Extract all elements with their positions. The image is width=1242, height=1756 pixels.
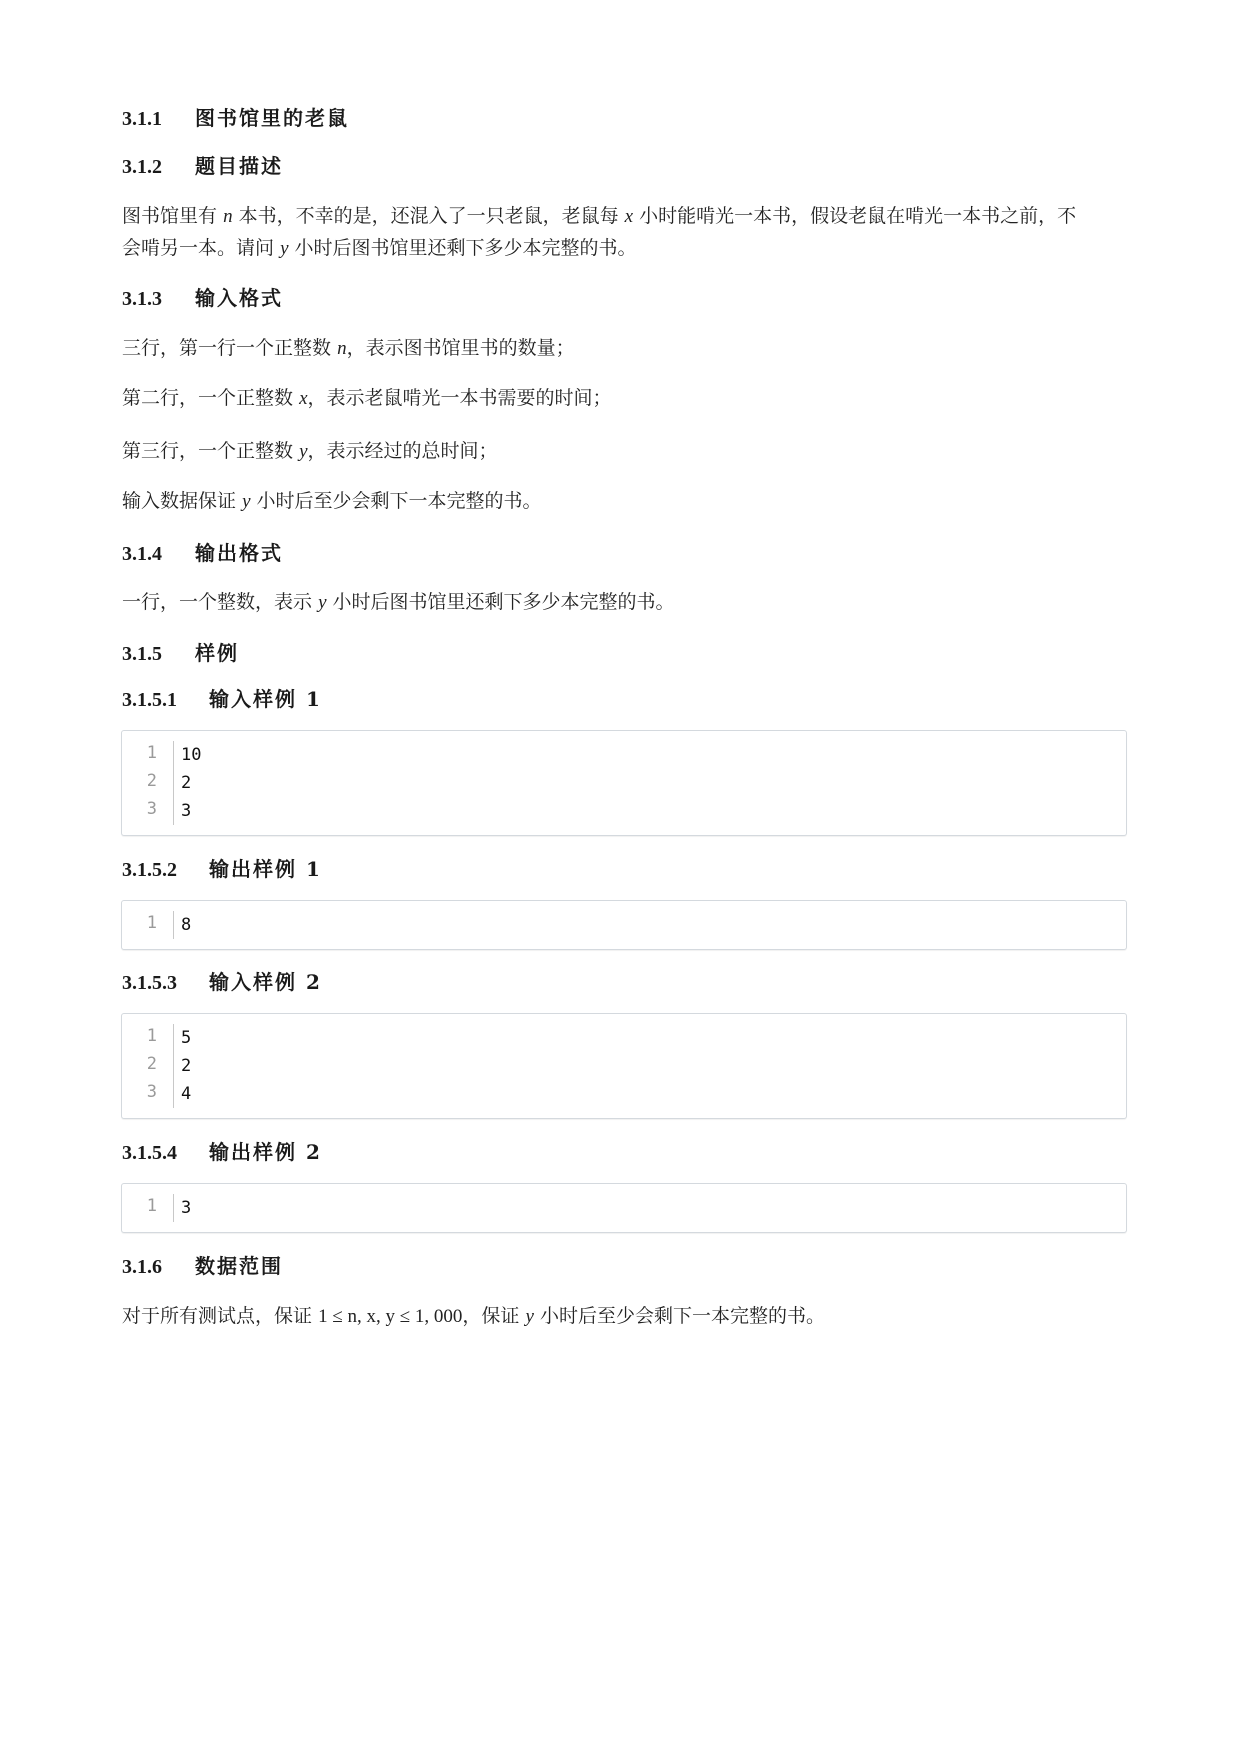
sample-2-input-heading bbox=[122, 969, 322, 996]
description-heading bbox=[122, 153, 283, 180]
math-constraint: 1 ≤ n, x, y ≤ 1, 000 bbox=[318, 1306, 463, 1327]
section-title: 输入格式 bbox=[195, 286, 283, 310]
section-number: 3.1.5.4 bbox=[122, 1142, 177, 1164]
text: 图书馆里有 bbox=[122, 205, 218, 227]
section-number: 3.1.5 bbox=[122, 643, 162, 665]
math-variable: y bbox=[525, 1306, 534, 1327]
math-variable: y bbox=[318, 592, 327, 613]
code-text: 10 bbox=[181, 745, 202, 765]
section-title: 输出样例 1 bbox=[209, 857, 322, 881]
code-line bbox=[122, 769, 1126, 797]
code-line bbox=[122, 1052, 1126, 1080]
sample-1-output-code-block[interactable] bbox=[121, 900, 1127, 950]
code-text: 3 bbox=[181, 1198, 192, 1218]
description-line-2 bbox=[122, 232, 637, 265]
data-range-line bbox=[122, 1300, 825, 1333]
line-number: 2 bbox=[146, 771, 157, 791]
section-number: 3.1.1 bbox=[122, 108, 162, 130]
text: ，表示经过的总时间； bbox=[307, 440, 498, 462]
input-format-heading bbox=[122, 285, 283, 312]
code-line bbox=[122, 1024, 1126, 1052]
math-variable: y bbox=[242, 491, 251, 512]
text: 会啃另一本。请问 bbox=[122, 237, 275, 259]
code-line bbox=[122, 741, 1126, 769]
text: ，表示老鼠啃光一本书需要的时间； bbox=[307, 387, 612, 409]
text: 输入数据保证 bbox=[122, 490, 237, 512]
code-text: 8 bbox=[181, 915, 192, 935]
sample-2-output-code-block[interactable] bbox=[121, 1183, 1127, 1233]
text: 一行，一个整数，表示 bbox=[122, 591, 313, 613]
problem-title bbox=[122, 105, 349, 132]
section-number: 3.1.5.2 bbox=[122, 859, 177, 881]
sample-1-output-heading bbox=[122, 856, 322, 883]
math-variable: y bbox=[280, 238, 289, 259]
math-variable: n bbox=[223, 206, 233, 227]
line-number: 3 bbox=[146, 1082, 157, 1102]
section-number: 3.1.4 bbox=[122, 543, 162, 565]
line-number: 2 bbox=[146, 1054, 157, 1074]
text: 小时后图书馆里还剩下多少本完整的书。 bbox=[332, 591, 675, 613]
section-title: 数据范围 bbox=[195, 1254, 283, 1278]
description-line-1 bbox=[122, 200, 1076, 233]
sample-2-input-code-block[interactable] bbox=[121, 1013, 1127, 1119]
text: 小时能啃光一本书，假设老鼠在啃光一本书之前，不 bbox=[639, 205, 1077, 227]
text: 小时后至少会剩下一本完整的书。 bbox=[539, 1305, 825, 1327]
text: 本书，不幸的是，还混入了一只老鼠，老鼠每 bbox=[238, 205, 619, 227]
text: 第二行，一个正整数 bbox=[122, 387, 294, 409]
input-line-3 bbox=[122, 435, 498, 468]
code-line bbox=[122, 911, 1126, 939]
section-title: 图书馆里的老鼠 bbox=[195, 106, 349, 130]
section-title: 输入样例 1 bbox=[209, 687, 322, 711]
text: 第三行，一个正整数 bbox=[122, 440, 294, 462]
text: 对于所有测试点，保证 bbox=[122, 1305, 313, 1327]
section-number: 3.1.5.3 bbox=[122, 972, 177, 994]
text: 小时后图书馆里还剩下多少本完整的书。 bbox=[294, 237, 637, 259]
section-number: 3.1.2 bbox=[122, 156, 162, 178]
section-number: 3.1.6 bbox=[122, 1256, 162, 1278]
code-text: 2 bbox=[181, 1056, 192, 1076]
sample-1-input-heading bbox=[122, 686, 322, 713]
sample-2-output-heading bbox=[122, 1139, 322, 1166]
sample-1-input-code-block[interactable] bbox=[121, 730, 1127, 836]
output-format-heading bbox=[122, 540, 283, 567]
math-variable: n bbox=[337, 338, 347, 359]
line-number: 1 bbox=[146, 1026, 157, 1046]
output-line bbox=[122, 586, 675, 619]
text: ，表示图书馆里书的数量； bbox=[346, 337, 575, 359]
text: 小时后至少会剩下一本完整的书。 bbox=[256, 490, 542, 512]
section-title: 题目描述 bbox=[195, 154, 283, 178]
data-range-heading bbox=[122, 1253, 283, 1280]
code-text: 2 bbox=[181, 773, 192, 793]
section-title: 输出格式 bbox=[195, 541, 283, 565]
input-line-4 bbox=[122, 485, 542, 518]
math-variable: y bbox=[299, 441, 308, 462]
line-number: 1 bbox=[146, 913, 157, 933]
code-line bbox=[122, 1194, 1126, 1222]
line-number: 1 bbox=[146, 743, 157, 763]
section-title: 输出样例 2 bbox=[209, 1140, 322, 1164]
math-variable: x bbox=[624, 206, 634, 227]
math-variable: x bbox=[299, 388, 308, 409]
text: ，保证 bbox=[462, 1305, 520, 1327]
input-line-1 bbox=[122, 332, 575, 365]
code-line bbox=[122, 797, 1126, 825]
section-number: 3.1.3 bbox=[122, 288, 162, 310]
samples-heading bbox=[122, 640, 239, 667]
line-number: 1 bbox=[146, 1196, 157, 1216]
section-number: 3.1.5.1 bbox=[122, 689, 177, 711]
code-text: 3 bbox=[181, 801, 192, 821]
section-title: 样例 bbox=[195, 641, 239, 665]
text: 三行，第一行一个正整数 bbox=[122, 337, 332, 359]
code-text: 5 bbox=[181, 1028, 192, 1048]
code-line bbox=[122, 1080, 1126, 1108]
line-number: 3 bbox=[146, 799, 157, 819]
code-text: 4 bbox=[181, 1084, 192, 1104]
input-line-2 bbox=[122, 382, 612, 415]
section-title: 输入样例 2 bbox=[209, 970, 322, 994]
